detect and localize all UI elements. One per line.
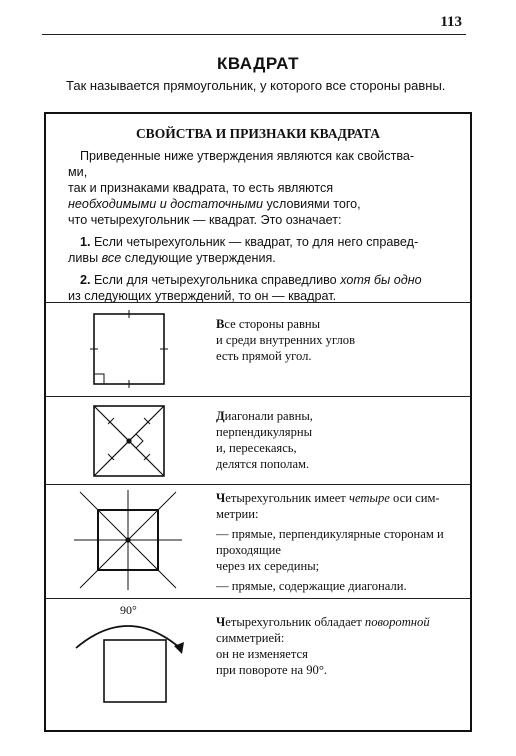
point-number: 1. (80, 235, 91, 249)
intro-line (68, 196, 450, 212)
row-italic: четыре (348, 491, 390, 505)
rotation-angle-label: 90° (120, 603, 137, 617)
drop-letter: Д (216, 409, 225, 423)
row-italic: поворотной (364, 615, 430, 629)
intro-span: следующие утверждения. (121, 251, 276, 265)
header-rule (42, 34, 466, 35)
property-row-diagonals (46, 396, 470, 486)
row-line (216, 316, 468, 332)
intro-span: Если четырехугольник — квадрат, то для него справед- (90, 235, 419, 249)
intro-span: ливы (68, 251, 102, 265)
definition-text: Так называется прямоугольник, у которого все стороны равны. (66, 78, 446, 93)
row-line: метрии: (216, 507, 259, 521)
row-line: и среди внутренних углов (216, 333, 356, 347)
square-axes-figure (56, 488, 206, 592)
row-text (216, 408, 468, 472)
row-span: се стороны равны (224, 317, 321, 331)
drop-letter: В (216, 317, 225, 331)
row-line: — прямые, содержащие диагонали. (216, 579, 407, 593)
row-line (216, 614, 468, 630)
square-sides-figure (56, 312, 206, 388)
intro-text (68, 148, 450, 304)
point-2 (68, 272, 450, 288)
row-line: — прямые, перпендикулярные сторонам и (216, 527, 444, 541)
property-row-rotation (46, 598, 470, 730)
intro-line: что четырехугольник — квадрат. Это означает: (68, 213, 342, 227)
intro-span: Если для четырехугольника справедливо (90, 273, 341, 287)
intro-span: условиями того, (263, 197, 361, 211)
row-line: проходящие (216, 543, 281, 557)
row-span: оси сим- (389, 491, 440, 505)
row-text (216, 490, 468, 594)
row-line: он не изменяется (216, 647, 308, 661)
intro-line (68, 250, 450, 266)
row-span: етырехугольник обладает (225, 615, 365, 629)
property-row-sides (46, 302, 470, 392)
row-line: симметрией: (216, 631, 285, 645)
intro-line: из следующих утверждений, то он — квадрат. (68, 289, 337, 303)
intro-italic: хотя бы одно (340, 273, 422, 287)
intro-italic: все (101, 251, 122, 265)
intro-italic: необходимыми и достаточными (68, 197, 264, 211)
box-heading: СВОЙСТВА И ПРИЗНАКИ КВАДРАТА (135, 126, 381, 141)
intro-line: ми, (68, 165, 88, 179)
point-1 (68, 234, 450, 250)
intro-line: так и признаками квадрата, то есть являются (68, 181, 334, 195)
properties-box (44, 112, 472, 732)
row-line (216, 490, 468, 506)
square-diagonals-figure (56, 404, 206, 480)
row-line: перпендикулярны (216, 425, 313, 439)
row-line: при повороте на 90°. (216, 663, 328, 677)
row-span: иагонали равны, (224, 409, 313, 423)
row-line: через их середины; (216, 559, 320, 573)
property-row-axes (46, 484, 470, 596)
square-rotation-figure (56, 600, 206, 720)
drop-letter: Ч (216, 491, 226, 505)
drop-letter: Ч (216, 615, 226, 629)
row-text (216, 614, 468, 678)
intro-line: Приведенные ниже утверждения являются как свойства- (80, 149, 415, 163)
point-number: 2. (80, 273, 91, 287)
row-line (216, 408, 468, 424)
page-title: КВАДРАТ (217, 54, 299, 73)
row-line: и, пересекаясь, (216, 441, 297, 455)
row-span: етырехугольник имеет (225, 491, 349, 505)
row-text (216, 316, 468, 364)
page-number: 113 (440, 14, 462, 30)
row-line: есть прямой угол. (216, 349, 312, 363)
row-line: делятся пополам. (216, 457, 310, 471)
